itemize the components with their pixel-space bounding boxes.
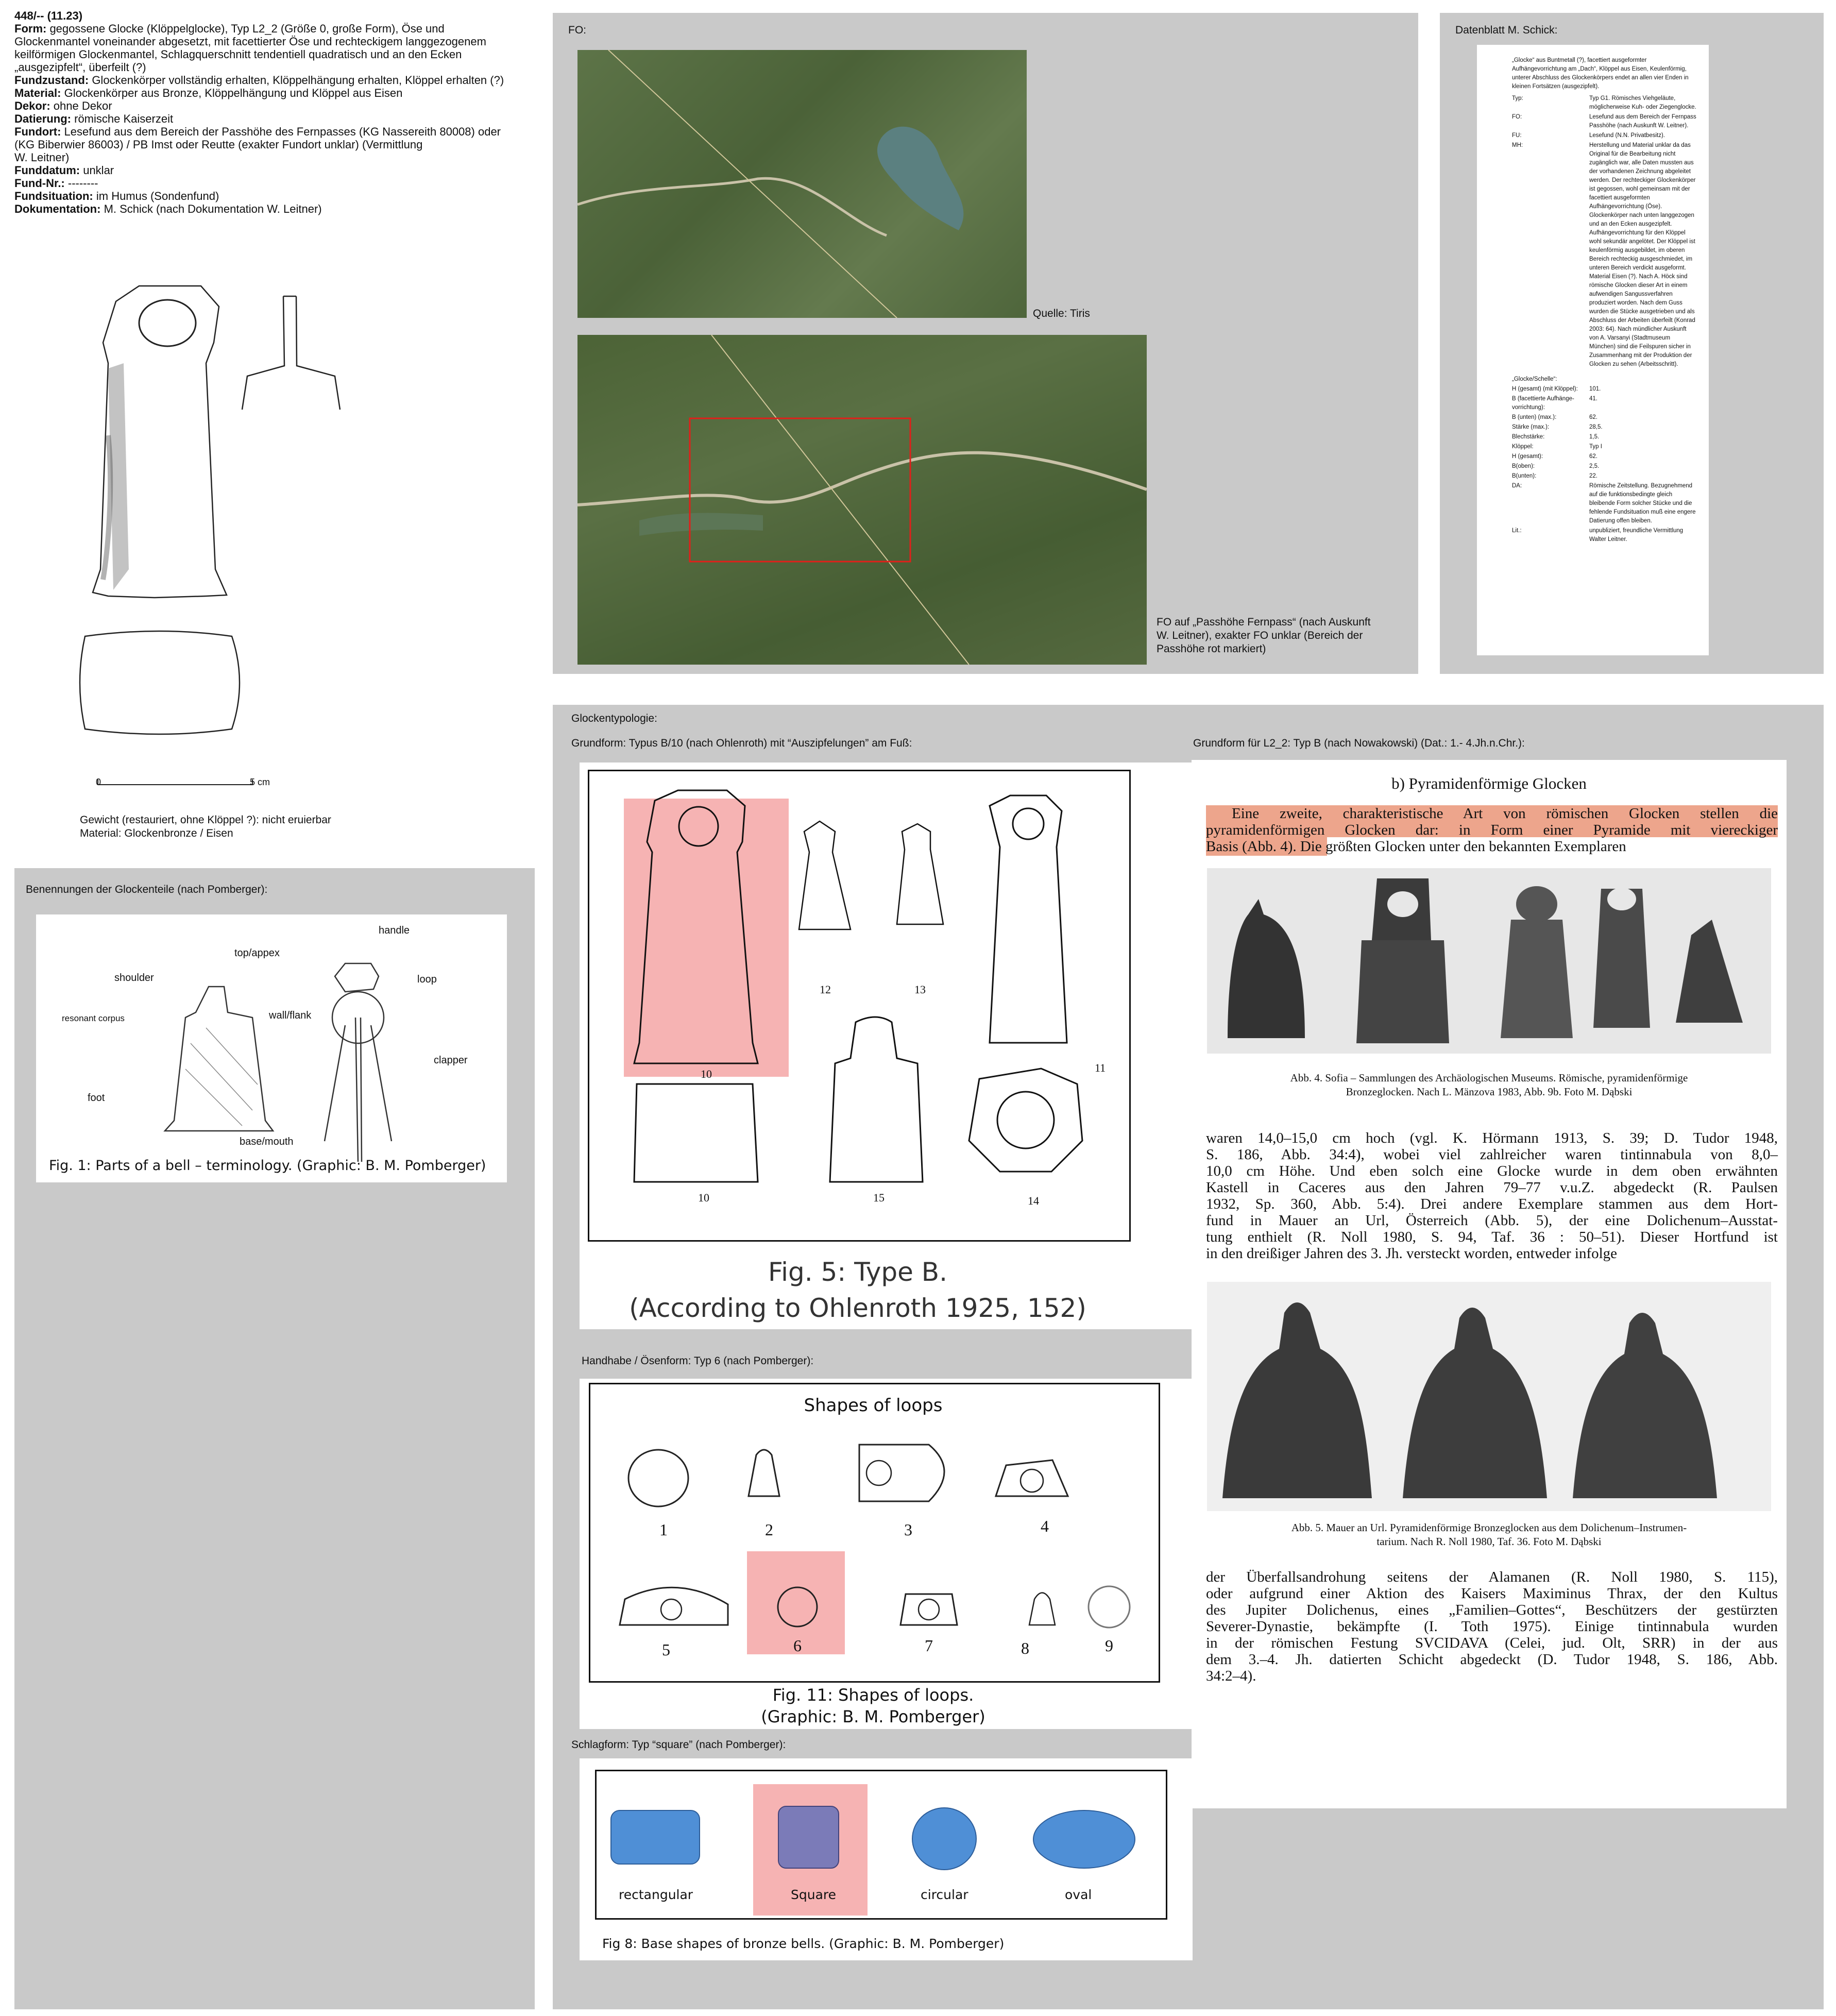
- loops-title: Shapes of loops: [804, 1395, 943, 1416]
- datasheet-key: B (facettierte Aufhänge-vorrichtung):: [1512, 396, 1574, 411]
- loop-num-8: 8: [1021, 1639, 1029, 1657]
- info-text: keilförmigen Glockenmantel, Schlagquerschnitt tendentiell quadratisch und an den Ecken: [14, 48, 462, 61]
- abb4-caption-2: Bronzeglocken. Nach L. Mänzova 1983, Abb. 9b. Foto M. Dąbski: [1346, 1086, 1633, 1098]
- fig1-caption: Fig. 1: Parts of a bell – terminology. (Graphic: B. M. Pomberger): [49, 1158, 486, 1174]
- datasheet-row: [1512, 141, 1696, 369]
- find-info: [14, 9, 530, 215]
- loop-num-5: 5: [662, 1640, 670, 1659]
- shape-square: [778, 1806, 839, 1869]
- info-line: [14, 151, 530, 164]
- datasheet-value: Typ G1. Römisches Viehgeläute, möglicherweise Kuh- oder Ziegenglocke.: [1589, 95, 1696, 110]
- abb5-caption-1: Abb. 5. Mauer an Url. Pyramidenförmige Bronzeglocken aus dem Dolichenum–Instrumen-: [1291, 1521, 1687, 1534]
- info-line: [14, 202, 530, 215]
- text-line: 10,0 cm Höhe. Und eben solch eine Glocke wurde in dem oben erwähnten: [1206, 1163, 1778, 1179]
- datasheet-key: Typ:: [1512, 95, 1523, 101]
- text-line: Severer-Dynastie, bekämpfte (I. Toth 1975). Einige tintinnabula wurden: [1206, 1618, 1778, 1635]
- info-text: gegossene Glocke (Klöppelglocke), Typ L2_2 (Größe 0, große Form), Öse und: [46, 22, 445, 35]
- fig5-num-10b: 10: [698, 1191, 709, 1204]
- info-label: Dekor:: [14, 99, 50, 112]
- datasheet-key: B(oben):: [1512, 463, 1535, 469]
- datasheet-key: Klöppel:: [1512, 444, 1534, 450]
- info-line: [14, 22, 530, 35]
- photo-abb5: [1207, 1282, 1771, 1511]
- info-label: Form:: [14, 22, 47, 35]
- label-loop: loop: [417, 974, 437, 985]
- info-line: [14, 99, 530, 112]
- datasheet-value: Lesefund (N.N. Privatbesitz).: [1589, 132, 1665, 139]
- datasheet-row: [1512, 462, 1696, 471]
- text-line: tung enthielt (R. Noll 1980, S. 94, Taf. 36 : 50–51). Dieser Hortfund ist: [1206, 1229, 1778, 1245]
- scale-five: 5 cm: [250, 777, 270, 787]
- datasheet-key: Blechstärke:: [1512, 434, 1545, 440]
- text-line: des Jupiter Dolichenus, eines „Familien–Gottes“, Beschützers der gestürzten: [1206, 1602, 1778, 1618]
- info-line: [14, 112, 530, 125]
- info-label: Datierung:: [14, 112, 71, 125]
- aerial-photo-2: [577, 335, 1147, 665]
- loop-num-9: 9: [1105, 1636, 1113, 1655]
- datasheet-title: Datenblatt M. Schick:: [1455, 24, 1558, 36]
- datasheet-key: MH:: [1512, 142, 1523, 148]
- find-heading: 448/-- (11.23): [14, 9, 83, 22]
- info-lines: [14, 22, 530, 215]
- fig5-box: [580, 763, 1193, 1329]
- info-text: „ausgezipfelt“, überfeilt (?): [14, 61, 146, 74]
- label-base: base/mouth: [240, 1136, 294, 1147]
- datasheet-row: [1512, 433, 1696, 442]
- info-line: [14, 138, 530, 151]
- datasheet-key: FU:: [1512, 132, 1522, 139]
- datasheet-value: 28,5.: [1589, 424, 1603, 430]
- info-text: Glockenmantel voneinander abgesetzt, mit facettierter Öse und rechteckigem langgezogenem: [14, 35, 486, 48]
- info-line: [14, 177, 530, 190]
- datasheet-key: H (gesamt):: [1512, 453, 1543, 460]
- handhabe-title: Handhabe / Ösenform: Typ 6 (nach Pomberger):: [582, 1355, 814, 1367]
- fo-caption: FO auf „Passhöhe Fernpass“ (nach Auskunft W. Leitner), exakter FO unklar (Bereich der Passhöhe rot markiert): [1157, 616, 1371, 655]
- text-line: S. 186, Abb. 34:4), wobei viel zahlreicher waren tintinnabula von 8,0–: [1206, 1146, 1778, 1163]
- fig5-num-13: 13: [914, 983, 926, 996]
- label-top: top/appex: [234, 947, 280, 959]
- datasheet-value: 41.: [1589, 396, 1597, 402]
- text-line: waren 14,0–15,0 cm hoch (vgl. K. Hörmann 1913, S. 39; D. Tudor 1948,: [1206, 1130, 1778, 1146]
- datasheet-row: [1512, 94, 1696, 112]
- scale-zero: 0: [96, 777, 101, 787]
- datasheet-key: DA:: [1512, 483, 1522, 489]
- text-line: der Überfallsandrohung seitens der Alamanen (R. Noll 1980, S. 115),: [1206, 1569, 1778, 1585]
- info-text: (KG Biberwier 86003) / PB Imst oder Reutte (exakter Fundort unklar) (Vermittlung: [14, 138, 423, 151]
- info-line: [14, 35, 530, 48]
- datasheet-value: 22.: [1589, 473, 1597, 479]
- datasheet-row: [1512, 472, 1696, 481]
- text-line: Kastell in Caceres aus den Jahren 79–77 v.u.Z. abgedeckt (R. Paulsen: [1206, 1179, 1778, 1196]
- info-text: --------: [64, 177, 98, 190]
- weight-text: Gewicht (restauriert, ohne Klöppel ?): nicht eruierbar: [80, 814, 331, 826]
- info-line: [14, 125, 530, 138]
- label-handle: handle: [379, 925, 410, 936]
- datasheet-rows: [1512, 94, 1696, 544]
- nowakowski-heading: b) Pyramidenförmige Glocken: [1391, 774, 1587, 792]
- datasheet-row: [1512, 413, 1696, 422]
- datasheet-row: [1512, 482, 1696, 526]
- datasheet-key: B(unten):: [1512, 473, 1537, 479]
- datasheet-value: 1,5.: [1589, 434, 1600, 440]
- text-line: in der römischen Festung SVCIDAVA (Celei, jud. Olt, SRR) in der aus: [1206, 1635, 1778, 1651]
- fig8-caption: Fig 8: Base shapes of bronze bells. (Graphic: B. M. Pomberger): [602, 1936, 1005, 1951]
- text-line: dem 3.–4. Jh. datierten Schicht abgedeckt (D. Tudor 1948, S. 186, Abb.: [1206, 1651, 1778, 1668]
- datasheet-value: 101.: [1589, 386, 1601, 392]
- info-line: [14, 87, 530, 99]
- fig5-num-14: 14: [1028, 1194, 1039, 1207]
- info-text: Glockenkörper vollständig erhalten, Klöppelhängung erhalten, Klöppel erhalten (?): [89, 74, 504, 87]
- datasheet-value: 62.: [1589, 453, 1597, 460]
- info-text: Lesefund aus dem Bereich der Passhöhe des Fernpasses (KG Nassereith 80008) oder: [61, 125, 501, 138]
- fig11-box: [580, 1379, 1193, 1729]
- fig5-drawings: [588, 770, 1128, 1239]
- fig5-num-12: 12: [820, 983, 831, 996]
- hl-line-2: pyramidenförmigen Glocken dar: in Form einer Pyramide mit viereckiger: [1206, 822, 1778, 838]
- label-circular: circular: [921, 1887, 968, 1902]
- shape-oval: [1033, 1810, 1135, 1869]
- fig5-num-10a: 10: [701, 1068, 712, 1080]
- datasheet-row: [1512, 385, 1696, 394]
- schlag-title: Schlagform: Typ “square” (nach Pomberger):: [571, 1739, 786, 1751]
- text-line: oder aufgrund einer Aktion des Kaisers Maximinus Thrax, der den Kultus: [1206, 1585, 1778, 1602]
- grundform-title: Grundform: Typus B/10 (nach Ohlenroth) mit “Auszipfelungen” am Fuß:: [571, 737, 912, 749]
- fig11-caption-2: (Graphic: B. M. Pomberger): [761, 1707, 985, 1726]
- info-text: W. Leitner): [14, 151, 70, 164]
- datasheet-key: Stärke (max.):: [1512, 424, 1550, 430]
- label-shoulder: shoulder: [114, 972, 154, 984]
- fig5-caption-1: Fig. 5: Type B.: [768, 1257, 948, 1287]
- datasheet-row: [1512, 452, 1696, 461]
- label-foot: foot: [88, 1092, 105, 1104]
- label-square: Square: [791, 1887, 837, 1902]
- hl-line-3: Basis (Abb. 4). Die größten Glocken unter den bekannten Exemplaren: [1206, 838, 1626, 855]
- loop-num-1: 1: [659, 1520, 668, 1539]
- info-text: Glockenkörper aus Bronze, Klöppelhängung und Klöppel aus Eisen: [61, 87, 403, 99]
- datasheet-row: [1512, 423, 1696, 432]
- datasheet-key: H (gesamt) (mit Klöppel):: [1512, 386, 1578, 392]
- fo-panel: [553, 13, 1418, 674]
- datasheet-value: Römische Zeitstellung. Bezugnehmend auf die funktionsbedingte gleich bleibende Form solcher Stücke und die fehlende Fundsituation muß eine engere Datierung offen bleiben.: [1589, 483, 1696, 524]
- text-line: 34:2–4).: [1206, 1668, 1256, 1684]
- shape-rectangular: [610, 1810, 700, 1865]
- hl-line-1: Eine zweite, charakteristische Art von römischen Glocken stellen die: [1232, 805, 1778, 822]
- datasheet-row: [1512, 131, 1696, 140]
- loop-num-7: 7: [925, 1636, 933, 1655]
- datasheet-value: unpubliziert, freundliche Vermittlung Walter Leitner.: [1589, 528, 1684, 543]
- info-line: [14, 74, 530, 87]
- datasheet-value: Herstellung und Material unklar da das Original für die Bearbeitung nicht zugänglich war, alle Daten mussten aus der vorhandenen Zeichnung abgeleitet werden. Der rechteckiger Glockenkörper ist gegossen, wohl gemeinsam mit der facettiert ausgeformten Aufhängevorrichtung (Öse). Glockenkörper nach unten langgezogen und an den Ecken ausgezipfelt. Aufhängevorrichtung für den Klöppel wohl sekundär angelötet. Der Klöppel ist keulenförmig ausgebildet, im oberen Bereich rechteckig ausgeschmiedet, im unteren Bereich verdickt ausgeformt. Material Eisen (?). Nach A. Höck sind römische Glocken dieser Art in einem aufwendigen Sangussverfahren produziert worden. Nach dem Guss wurden die Stücke ausgetrieben und als Abschluss der Arbeiten überfeilt (Konrad 2003: 64). Nach mündlicher Auskunft von A. Varsanyi (Stadtmuseum München) sind die Feilspuren sicher in Zusammenhang mit der Produktion der Glocken zu sehen (Arbeitsschritt).: [1589, 142, 1696, 367]
- info-line: [14, 190, 530, 202]
- label-rectangular: rectangular: [619, 1887, 693, 1902]
- info-label: Funddatum:: [14, 164, 80, 177]
- datasheet-intro: „Glocke“ aus Buntmetall (?), facettiert ausgeformter Aufhängevorrichtung am „Dach“, Klöppel aus Eisen, Keulenförmig, unterer Abschluss des Glockenkörpers endet an allen vier Enden in kleinen Fortsätzen (ausgezipfelt).: [1512, 57, 1689, 90]
- text-line: fund in Mauer an Url, Österreich (Abb. 5), der eine Dolichenum–Ausstat-: [1206, 1212, 1778, 1229]
- info-label: Fundsituation:: [14, 190, 93, 202]
- info-label: Fundort:: [14, 125, 61, 138]
- fo-panel-title: FO:: [568, 24, 586, 36]
- datasheet-key: FO:: [1512, 114, 1522, 120]
- info-text: M. Schick (nach Dokumentation W. Leitner): [100, 202, 322, 215]
- photo-abb4: [1207, 868, 1771, 1054]
- datasheet-row: [1512, 113, 1696, 130]
- parts-figure: [36, 914, 507, 1182]
- typology-title: Glockentypologie:: [571, 713, 657, 724]
- datasheet-row: [1512, 395, 1696, 412]
- info-text: ohne Dekor: [50, 99, 112, 112]
- label-resonant: resonant corpus: [62, 1013, 125, 1023]
- loop-num-2: 2: [765, 1520, 773, 1539]
- info-line: [14, 48, 530, 61]
- info-label: Fund-Nr.:: [14, 177, 65, 190]
- aerial-photo-1: [577, 50, 1027, 318]
- parts-panel-title: Benennungen der Glockenteile (nach Pomberger):: [26, 884, 268, 895]
- fig5-num-11: 11: [1095, 1061, 1106, 1074]
- datasheet-panel: [1440, 13, 1824, 674]
- datasheet-value: [1589, 375, 1696, 384]
- loop-num-3: 3: [904, 1520, 912, 1539]
- abb4-caption-1: Abb. 4. Sofia – Sammlungen des Archäologischen Museums. Römische, pyramidenförmige: [1290, 1072, 1688, 1084]
- fo-source: Quelle: Tiris: [1033, 308, 1090, 319]
- datasheet-row: [1512, 527, 1696, 544]
- loop-num-4: 4: [1041, 1517, 1049, 1535]
- info-text: römische Kaiserzeit: [71, 112, 174, 125]
- nowakowski-title: Grundform für L2_2: Typ B (nach Nowakowski) (Dat.: 1.- 4.Jh.n.Chr.):: [1193, 737, 1525, 749]
- loop-shapes: [589, 1383, 1157, 1680]
- label-clapper: clapper: [434, 1055, 468, 1066]
- datasheet-value: 2,5.: [1589, 463, 1600, 469]
- shape-circular: [912, 1807, 977, 1870]
- text-line: 1932, Sp. 360, Abb. 5:4). Drei andere Exemplare stammen aus dem Hort-: [1206, 1196, 1778, 1212]
- text-line: in den dreißiger Jahren des 3. Jh. versteckt worden, entweder infolge: [1206, 1245, 1618, 1262]
- datasheet-value: 62.: [1589, 414, 1597, 420]
- material-text: Material: Glockenbronze / Eisen: [80, 827, 233, 839]
- abb5-caption-2: tarium. Nach R. Noll 1980, Taf. 36. Foto M. Dąbski: [1376, 1535, 1602, 1548]
- datasheet-key: B (unten) (max.):: [1512, 414, 1557, 420]
- bell-drawing: [77, 281, 397, 796]
- nowakowski-page: [1192, 760, 1787, 1808]
- info-label: Dokumentation:: [14, 202, 101, 215]
- datasheet-row: [1512, 375, 1696, 384]
- datasheet-value: Lesefund aus dem Bereich der Fernpass Passhöhe (nach Auskunft W. Leitner).: [1589, 114, 1696, 129]
- fig11-caption-1: Fig. 11: Shapes of loops.: [772, 1685, 974, 1705]
- fig5-caption-2: (According to Ohlenroth 1925, 152): [629, 1293, 1086, 1323]
- info-label: Fundzustand:: [14, 74, 89, 87]
- info-line: [14, 164, 530, 177]
- label-wall: wall/flank: [269, 1010, 312, 1021]
- info-text: im Humus (Sondenfund): [93, 190, 219, 202]
- loop-num-6: 6: [793, 1636, 802, 1655]
- info-line: [14, 61, 530, 74]
- fig8-box: [580, 1758, 1193, 1960]
- datasheet-key: „Glocke/Schelle“:: [1512, 376, 1557, 382]
- parts-panel: [14, 868, 535, 2009]
- datasheet-page: [1477, 45, 1709, 655]
- label-oval: oval: [1065, 1887, 1092, 1902]
- typology-panel: [553, 705, 1824, 2009]
- datasheet-row: [1512, 443, 1696, 451]
- info-text: unklar: [80, 164, 114, 177]
- info-label: Material:: [14, 87, 61, 99]
- datasheet-key: Lit.:: [1512, 528, 1522, 534]
- nowakowski-para-2: [1206, 1569, 1778, 1684]
- nowakowski-para-1: [1206, 1130, 1778, 1262]
- datasheet-value: Typ I: [1589, 444, 1602, 450]
- fig5-num-15: 15: [873, 1191, 885, 1204]
